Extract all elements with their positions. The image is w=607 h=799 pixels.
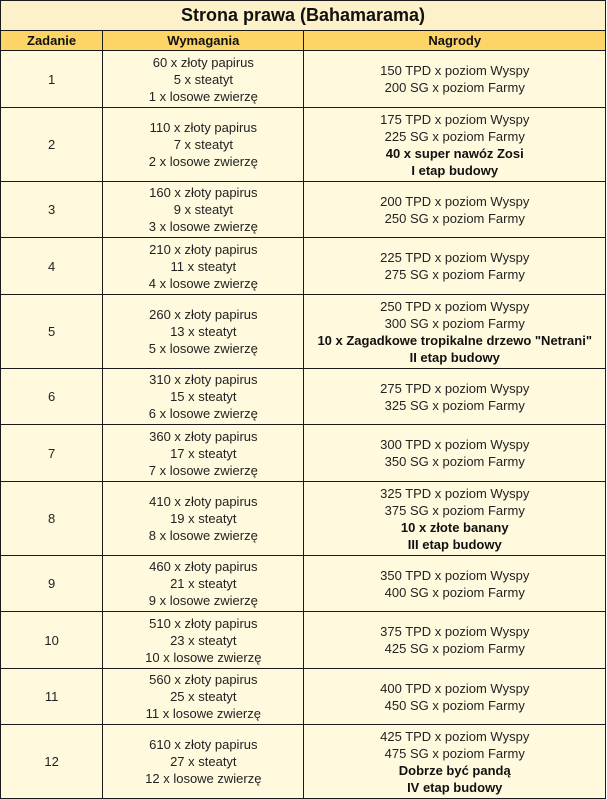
requirements-cell — [103, 369, 304, 425]
reward-item: 375 TPD x poziom Wyspy — [380, 624, 530, 639]
table-row — [1, 182, 606, 238]
rewards-cell — [304, 556, 606, 612]
rewards-cell — [304, 369, 606, 425]
table-row — [1, 295, 606, 369]
requirement-item: 15 x steatyt — [170, 389, 237, 404]
task-number: 4 — [1, 238, 103, 295]
requirement-item: 25 x steatyt — [170, 689, 237, 704]
requirement-item: 11 x losowe zwierzę — [145, 706, 261, 721]
reward-item: 400 TPD x poziom Wyspy — [380, 680, 530, 696]
reward-item: 250 SG x poziom Farmy — [384, 210, 525, 226]
reward-item: 200 TPD x poziom Wyspy — [380, 193, 530, 209]
bonus-reward-item: 10 x Zagadkowe tropikalne drzewo "Netrani" — [317, 332, 593, 348]
rewards-cell — [304, 238, 606, 295]
requirement-item: 360 x złoty papirus — [149, 428, 258, 444]
requirement-item: 4 x losowe zwierzę — [148, 275, 258, 291]
table-row — [1, 556, 606, 612]
bonus-reward-item: IV etap budowy — [407, 779, 503, 795]
table-row — [1, 369, 606, 425]
requirement-item: 13 x steatyt — [170, 324, 237, 339]
requirements-cell — [103, 295, 304, 369]
requirement-item: 9 x steatyt — [173, 202, 233, 217]
header-rewards: Nagrody — [304, 31, 606, 51]
requirements-cell — [103, 669, 304, 725]
reward-item: 425 TPD x poziom Wyspy — [380, 728, 530, 744]
requirement-item: 1 x losowe zwierzę — [148, 88, 258, 104]
task-number: 12 — [1, 725, 103, 799]
requirement-item: 410 x złoty papirus — [149, 494, 258, 509]
task-number: 8 — [1, 482, 103, 556]
rewards-cell — [304, 669, 606, 725]
reward-item: 275 TPD x poziom Wyspy — [380, 380, 530, 396]
bonus-reward-item: Dobrze być pandą — [398, 762, 511, 778]
task-number: 5 — [1, 295, 103, 369]
task-number: 10 — [1, 612, 103, 669]
requirement-item: 17 x steatyt — [170, 445, 237, 461]
reward-item: 325 TPD x poziom Wyspy — [380, 485, 530, 501]
reward-item: 225 TPD x poziom Wyspy — [380, 250, 530, 265]
requirement-item: 19 x steatyt — [170, 511, 237, 526]
requirements-cell — [103, 725, 304, 799]
requirements-cell — [103, 51, 304, 108]
task-number: 9 — [1, 556, 103, 612]
reward-item: 200 SG x poziom Farmy — [384, 80, 525, 95]
bonus-reward-item: I etap budowy — [411, 162, 499, 178]
table-row — [1, 51, 606, 108]
reward-item: 175 TPD x poziom Wyspy — [380, 111, 530, 127]
header-requirements: Wymagania — [103, 31, 304, 51]
requirement-item: 5 x steatyt — [173, 71, 233, 87]
requirements-cell — [103, 482, 304, 556]
task-number: 1 — [1, 51, 103, 108]
requirements-cell — [103, 238, 304, 295]
reward-item: 350 SG x poziom Farmy — [384, 454, 525, 469]
rewards-cell — [304, 612, 606, 669]
requirement-item: 60 x złoty papirus — [152, 54, 254, 70]
table-row — [1, 108, 606, 182]
requirement-item: 610 x złoty papirus — [149, 737, 258, 752]
requirement-item: 260 x złoty papirus — [149, 307, 258, 322]
reward-item: 450 SG x poziom Farmy — [384, 697, 525, 713]
requirement-item: 27 x steatyt — [170, 754, 237, 769]
requirement-item: 11 x steatyt — [170, 258, 237, 274]
requirement-item: 21 x steatyt — [170, 576, 237, 591]
task-number: 7 — [1, 425, 103, 482]
requirement-item: 510 x złoty papirus — [149, 615, 258, 631]
requirement-item: 12 x losowe zwierzę — [145, 771, 262, 786]
rewards-cell — [304, 51, 606, 108]
task-number: 6 — [1, 369, 103, 425]
table-row — [1, 669, 606, 725]
requirement-item: 110 x złoty papirus — [149, 120, 258, 135]
requirement-item: 7 x losowe zwierzę — [148, 462, 258, 478]
requirement-item: 460 x złoty papirus — [149, 559, 258, 574]
table-row — [1, 238, 606, 295]
bonus-reward-item: II etap budowy — [409, 349, 500, 365]
header-row — [1, 31, 606, 51]
header-task: Zadanie — [1, 31, 103, 51]
requirement-item: 23 x steatyt — [170, 632, 237, 648]
requirement-item: 7 x steatyt — [173, 137, 233, 152]
requirement-item: 2 x losowe zwierzę — [148, 154, 258, 169]
reward-item: 300 SG x poziom Farmy — [384, 315, 525, 331]
requirement-item: 6 x losowe zwierzę — [148, 406, 258, 421]
table-row — [1, 725, 606, 799]
rewards-cell — [304, 295, 606, 369]
rewards-cell — [304, 182, 606, 238]
requirement-item: 9 x losowe zwierzę — [148, 593, 258, 608]
requirement-item: 5 x losowe zwierzę — [148, 341, 258, 356]
requirement-item: 8 x losowe zwierzę — [148, 528, 258, 543]
requirement-item: 10 x losowe zwierzę — [145, 649, 262, 665]
task-number: 11 — [1, 669, 103, 725]
reward-item: 425 SG x poziom Farmy — [384, 641, 525, 656]
rewards-cell — [304, 725, 606, 799]
bonus-reward-item: III etap budowy — [407, 536, 502, 552]
reward-item: 325 SG x poziom Farmy — [384, 397, 525, 413]
requirements-cell — [103, 612, 304, 669]
task-number: 3 — [1, 182, 103, 238]
requirement-item: 310 x złoty papirus — [149, 372, 258, 387]
requirements-cell — [103, 425, 304, 482]
reward-item: 150 TPD x poziom Wyspy — [380, 63, 530, 78]
bonus-reward-item: 40 x super nawóz Zosi — [385, 145, 524, 161]
reward-item: 225 SG x poziom Farmy — [384, 128, 525, 144]
table-body — [1, 51, 606, 799]
reward-item: 350 TPD x poziom Wyspy — [380, 567, 530, 583]
rewards-cell — [304, 108, 606, 182]
task-number: 2 — [1, 108, 103, 182]
requirement-item: 3 x losowe zwierzę — [148, 219, 258, 234]
rewards-cell — [304, 482, 606, 556]
requirement-item: 160 x złoty papirus — [149, 185, 258, 200]
requirement-item: 210 x złoty papirus — [149, 241, 258, 257]
reward-item: 275 SG x poziom Farmy — [384, 267, 525, 282]
table-row — [1, 482, 606, 556]
table-row — [1, 612, 606, 669]
requirements-cell — [103, 182, 304, 238]
bonus-reward-item: 10 x złote banany — [400, 519, 509, 535]
reward-item: 250 TPD x poziom Wyspy — [380, 298, 530, 314]
requirements-cell — [103, 108, 304, 182]
reward-item: 375 SG x poziom Farmy — [384, 502, 525, 518]
reward-item: 475 SG x poziom Farmy — [384, 745, 525, 761]
requirements-cell — [103, 556, 304, 612]
reward-item: 300 TPD x poziom Wyspy — [380, 437, 530, 452]
table-title: Strona prawa (Bahamarama) — [1, 1, 606, 31]
requirement-item: 560 x złoty papirus — [149, 672, 258, 687]
rewards-cell — [304, 425, 606, 482]
table-row — [1, 425, 606, 482]
reward-item: 400 SG x poziom Farmy — [384, 584, 525, 600]
